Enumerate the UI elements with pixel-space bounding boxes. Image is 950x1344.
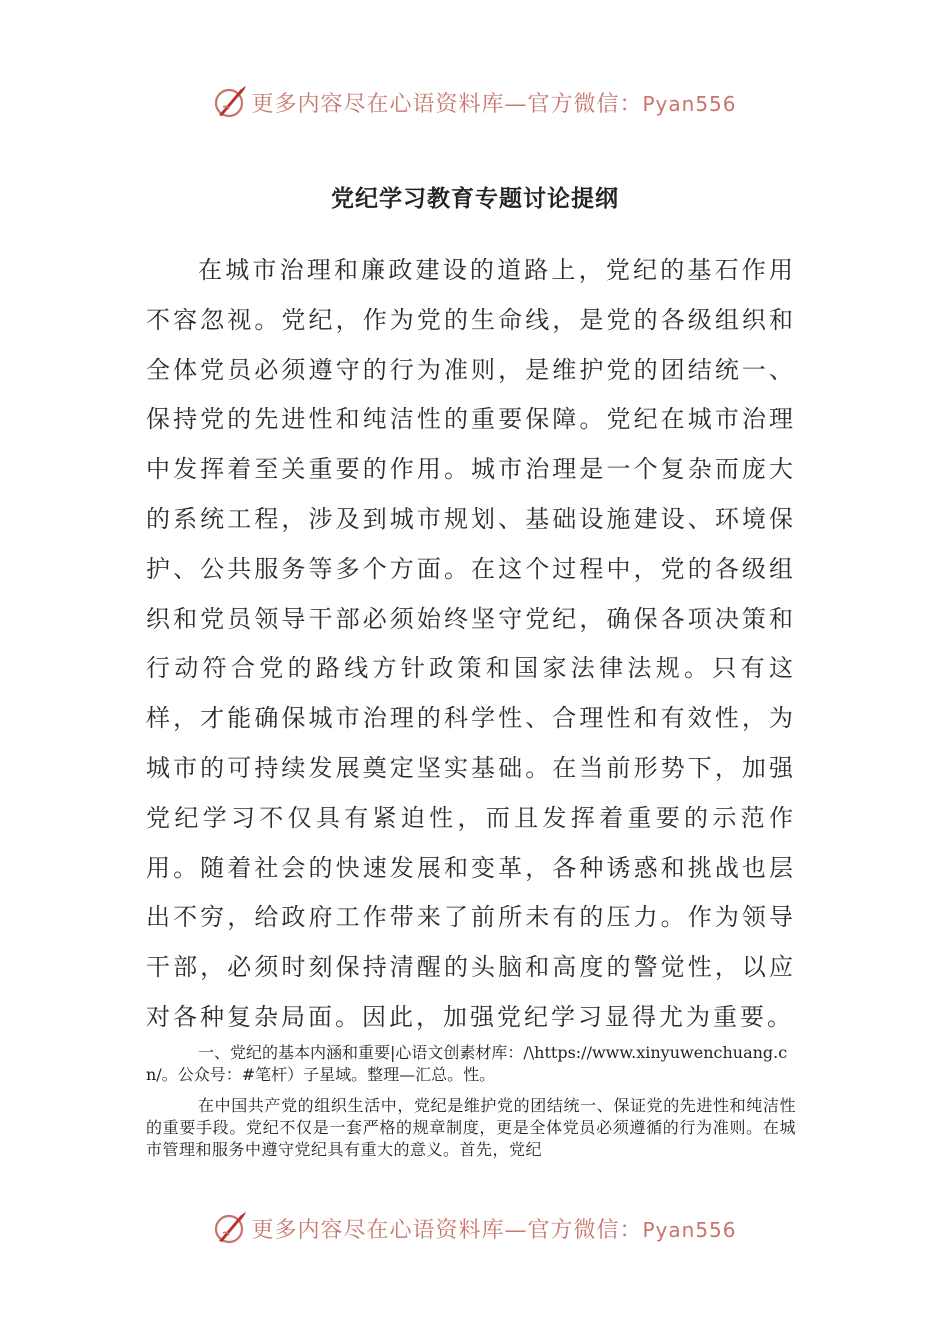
quill-pen-logo-icon	[213, 1211, 247, 1245]
watermark-text: 更多内容尽在心语资料库—官方微信：Pyan556	[251, 1217, 737, 1243]
section-heading: 一、党纪的基本内涵和重要|心语文创素材库：/\https://www.xinyuwenchuang.cn/。公众号：#笔杆）子星域。整理—汇总。性。	[146, 1043, 788, 1084]
wechat-id: Pyan556	[642, 1217, 737, 1242]
header-watermark-banner	[0, 82, 950, 122]
footer-watermark-banner	[0, 1208, 950, 1248]
watermark-text: 更多内容尽在心语资料库—官方微信：Pyan556	[251, 91, 737, 117]
document-title: 党纪学习教育专题讨论提纲	[331, 185, 619, 212]
wechat-id: Pyan556	[642, 91, 737, 116]
quill-pen-logo-icon	[213, 85, 247, 119]
section-paragraph: 在中国共产党的组织生活中，党纪是维护党的团结统一、保证党的先进性和纯洁性的重要手段。党纪不仅是一套严格的规章制度，更是全体党员必须遵循的行为准则。在城市管理和服务中遵守党纪具有重大的意义。首先，党纪	[146, 1096, 796, 1159]
intro-paragraph: 在城市治理和廉政建设的道路上，党纪的基石作用不容忽视。党纪，作为党的生命线，是党的各级组织和全体党员必须遵守的行为准则，是维护党的团结统一、保持党的先进性和纯洁性的重要保障。党纪在城市治理中发挥着至关重要的作用。城市治理是一个复杂而庞大的系统工程，涉及到城市规划、基础设施建设、环境保护、公共服务等多个方面。在这个过程中，党的各级组织和党员领导干部必须始终坚守党纪，确保各项决策和行动符合党的路线方针政策和国家法律法规。只有这样，才能确保城市治理的科学性、合理性和有效性，为城市的可持续发展奠定坚实基础。在当前形势下，加强党纪学习不仅具有紧迫性，而且发挥着重要的示范作用。随着社会的快速发展和变革，各种诱惑和挑战也层出不穷，给政府工作带来了前所未有的压力。作为领导干部，必须时刻保持清醒的头脑和高度的警觉性，以应对各种复杂局面。因此，加强党纪学习显得尤为重要。	[146, 256, 796, 1031]
